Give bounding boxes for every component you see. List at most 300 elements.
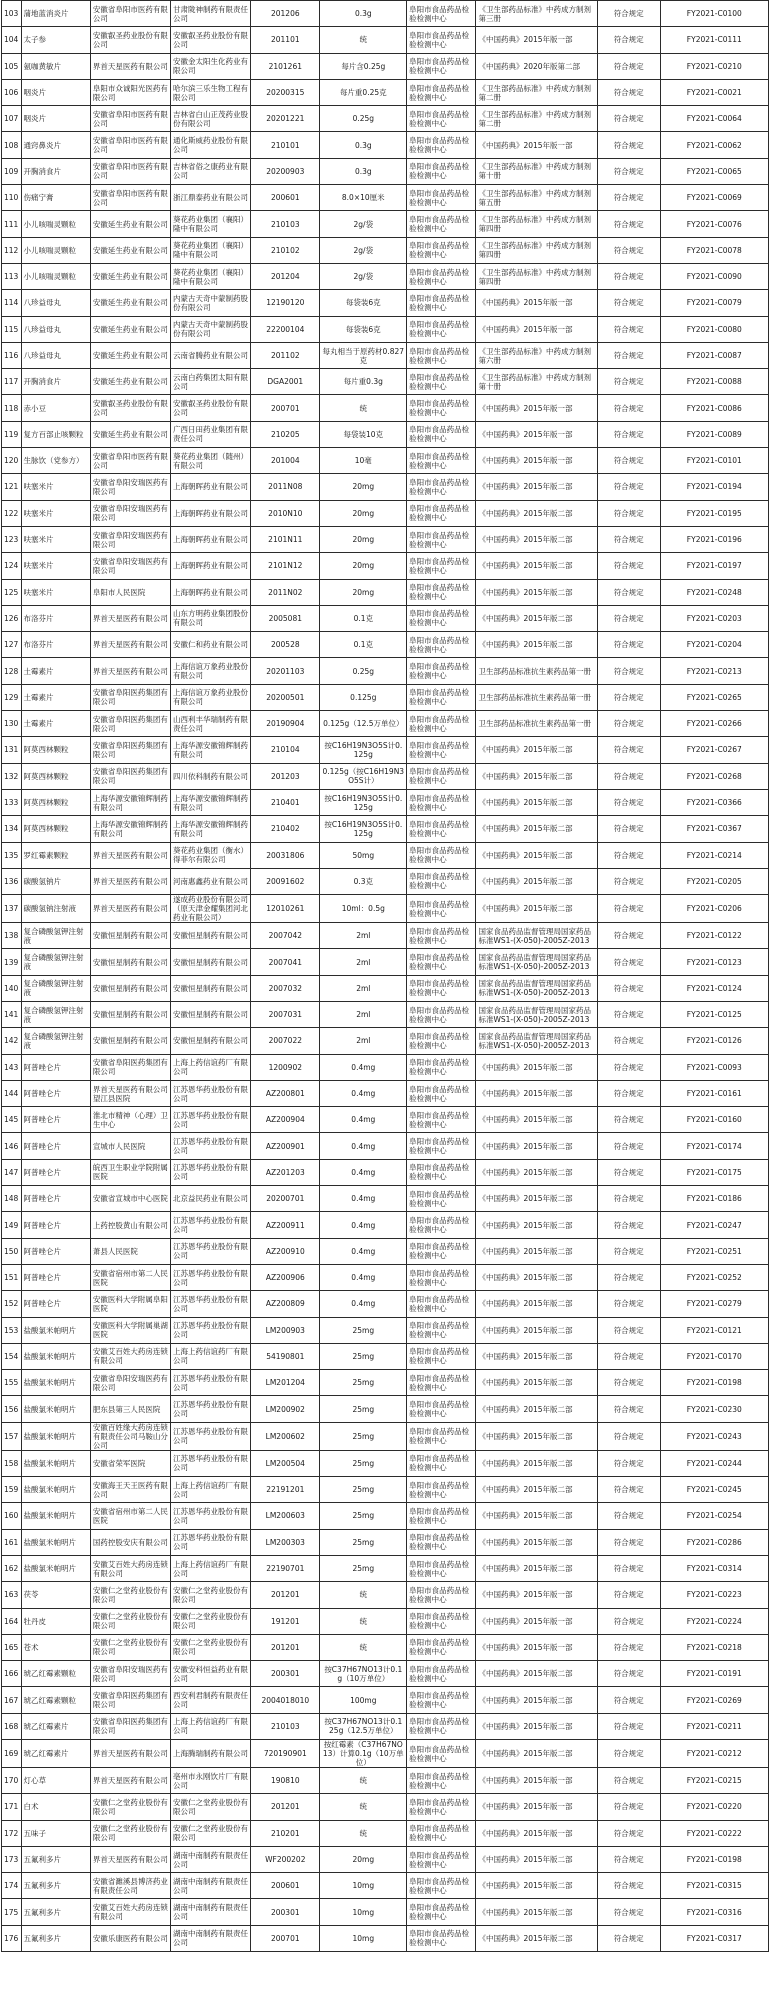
row-number-cell: 130 (2, 711, 22, 737)
report-number-cell: FY2021-C0279 (660, 1291, 768, 1317)
specification-cell: 25mg (320, 1503, 407, 1529)
testing-agency-cell: 阜阳市食品药品检验检测中心 (407, 1212, 476, 1238)
row-number-cell: 146 (2, 1133, 22, 1159)
table-row (2, 1555, 769, 1581)
report-number-cell: FY2021-C0367 (660, 816, 768, 842)
table-row (2, 737, 769, 763)
manufacturer-cell: 山东方明药业集团股份有限公司 (170, 605, 250, 631)
testing-agency-cell: 阜阳市食品药品检验检测中心 (407, 369, 476, 395)
specification-cell: 20mg (320, 500, 407, 526)
batch-number-cell: 201201 (251, 1634, 320, 1660)
manufacturer-cell: 江苏恩华药业股份有限公司 (170, 1450, 250, 1476)
row-number-cell: 135 (2, 842, 22, 868)
manufacturer-cell: 江苏恩华药业股份有限公司 (170, 1370, 250, 1396)
sampled-unit-cell: 界首天星医药有限公司 (90, 605, 170, 631)
test-standard-cell: 《中国药典》2015年版二部 (476, 632, 597, 658)
report-number-cell: FY2021-C0124 (660, 975, 768, 1001)
batch-number-cell: 2011N08 (251, 474, 320, 500)
table-row (2, 290, 769, 316)
batch-number-cell: 20091602 (251, 868, 320, 894)
product-name-cell: 五氟利多片 (21, 1846, 90, 1872)
product-name-cell: 复方百部止咳颗粒 (21, 421, 90, 447)
manufacturer-cell: 安徽恒星制药有限公司 (170, 923, 250, 949)
test-standard-cell: 《卫生部药品标准》中药成方制剂第二册 (476, 79, 597, 105)
sampled-unit-cell: 安徽艾百姓大药房连锁有限公司 (90, 1343, 170, 1369)
manufacturer-cell: 江苏恩华药业股份有限公司 (170, 1159, 250, 1185)
row-number-cell: 167 (2, 1687, 22, 1713)
table-row (2, 1186, 769, 1212)
test-standard-cell: 国家食品药品监督管理局国家药品标准WS1-(X-050)-2005Z-2013 (476, 1001, 597, 1027)
report-number-cell: FY2021-C0121 (660, 1317, 768, 1343)
specification-cell: 按C16H19N3O5S计0.125g (320, 789, 407, 815)
table-row (2, 1343, 769, 1369)
row-number-cell: 173 (2, 1846, 22, 1872)
manufacturer-cell: 上海朝晖药业有限公司 (170, 526, 250, 552)
test-standard-cell: 《中国药典》2015年版二部 (476, 868, 597, 894)
testing-agency-cell: 阜阳市食品药品检验检测中心 (407, 949, 476, 975)
manufacturer-cell: 江苏恩华药业股份有限公司 (170, 1238, 250, 1264)
batch-number-cell: 201102 (251, 342, 320, 368)
test-standard-cell: 《卫生部药品标准》中药成方制剂第五册 (476, 185, 597, 211)
batch-number-cell: AZ201203 (251, 1159, 320, 1185)
sampled-unit-cell: 安徽省阜阳安瑞医药有限公司 (90, 474, 170, 500)
sampled-unit-cell: 阜阳市众诚阳光医药有限公司 (90, 79, 170, 105)
product-name-cell: 伤痛宁膏 (21, 185, 90, 211)
testing-agency-cell: 阜阳市食品药品检验检测中心 (407, 684, 476, 710)
sampled-unit-cell: 安徽延生药业有限公司 (90, 290, 170, 316)
batch-number-cell: 12010261 (251, 895, 320, 923)
manufacturer-cell: 上海华源安徽锦辉制药有限公司 (170, 816, 250, 842)
table-row (2, 816, 769, 842)
testing-agency-cell: 阜阳市食品药品检验检测中心 (407, 1820, 476, 1846)
batch-number-cell: AZ200809 (251, 1291, 320, 1317)
row-number-cell: 165 (2, 1634, 22, 1660)
batch-number-cell: LM200902 (251, 1396, 320, 1422)
product-name-cell: 牡丹皮 (21, 1608, 90, 1634)
test-result-cell: 符合规定 (597, 1794, 660, 1820)
report-number-cell: FY2021-C0076 (660, 211, 768, 237)
sampled-unit-cell: 安徽省阜阳市医药有限公司 (90, 132, 170, 158)
test-standard-cell: 《中国药典》2015年版一部 (476, 290, 597, 316)
product-name-cell: 五氟利多片 (21, 1899, 90, 1925)
product-name-cell: 盐酸氯米帕明片 (21, 1529, 90, 1555)
specification-cell: 20mg (320, 579, 407, 605)
batch-number-cell: 201203 (251, 763, 320, 789)
sampled-unit-cell: 安徽艾百姓大药房连锁有限公司 (90, 1899, 170, 1925)
test-result-cell: 符合规定 (597, 106, 660, 132)
specification-cell: 统 (320, 395, 407, 421)
batch-number-cell: 200601 (251, 1873, 320, 1899)
testing-agency-cell: 阜阳市食品药品检验检测中心 (407, 1477, 476, 1503)
testing-agency-cell: 阜阳市食品药品检验检测中心 (407, 237, 476, 263)
table-row (2, 1422, 769, 1450)
product-name-cell: 复合磷酸氢钾注射液 (21, 975, 90, 1001)
row-number-cell: 115 (2, 316, 22, 342)
product-name-cell: 阿普唑仑片 (21, 1080, 90, 1106)
product-name-cell: 小儿咳喘灵颗粒 (21, 237, 90, 263)
sampled-unit-cell: 界首天星医药有限公司望江县医院 (90, 1080, 170, 1106)
test-result-cell: 符合规定 (597, 1661, 660, 1687)
test-standard-cell: 《中国药典》2015年版二部 (476, 1661, 597, 1687)
table-row (2, 1925, 769, 1951)
batch-number-cell: 2101N11 (251, 526, 320, 552)
report-number-cell: FY2021-C0203 (660, 605, 768, 631)
table-row (2, 1899, 769, 1925)
row-number-cell: 109 (2, 158, 22, 184)
test-result-cell: 符合规定 (597, 816, 660, 842)
test-standard-cell: 《中国药典》2015年版一部 (476, 132, 597, 158)
test-result-cell: 符合规定 (597, 421, 660, 447)
manufacturer-cell: 江苏恩华药业股份有限公司 (170, 1422, 250, 1450)
batch-number-cell: 2007031 (251, 1001, 320, 1027)
manufacturer-cell: 江苏恩华药业股份有限公司 (170, 1133, 250, 1159)
manufacturer-cell: 上海上药信谊药厂有限公司 (170, 1054, 250, 1080)
test-standard-cell: 《卫生部药品标准》中药成方制剂第六册 (476, 342, 597, 368)
row-number-cell: 131 (2, 737, 22, 763)
sampled-unit-cell: 安徽恒星制药有限公司 (90, 1028, 170, 1054)
specification-cell: 50mg (320, 842, 407, 868)
test-standard-cell: 《中国药典》2015年版一部 (476, 1820, 597, 1846)
test-standard-cell: 《中国药典》2015年版二部 (476, 1343, 597, 1369)
report-number-cell: FY2021-C0198 (660, 1370, 768, 1396)
testing-agency-cell: 阜阳市食品药品检验检测中心 (407, 975, 476, 1001)
batch-number-cell: 210103 (251, 1713, 320, 1739)
test-result-cell: 符合规定 (597, 1001, 660, 1027)
test-standard-cell: 《中国药典》2015年版二部 (476, 500, 597, 526)
batch-number-cell: LM200602 (251, 1422, 320, 1450)
specification-cell: 8.0×10厘米 (320, 185, 407, 211)
manufacturer-cell: 葵花药业集团（襄阳）隆中有限公司 (170, 263, 250, 289)
product-name-cell: 盐酸氯米帕明片 (21, 1477, 90, 1503)
specification-cell: 按C37H67NO13计0.125g（12.5万单位） (320, 1713, 407, 1739)
sampled-unit-cell: 萧县人民医院 (90, 1238, 170, 1264)
table-row (2, 79, 769, 105)
test-result-cell: 符合规定 (597, 975, 660, 1001)
test-standard-cell: 《中国药典》2015年版二部 (476, 1133, 597, 1159)
specification-cell: 0.4mg (320, 1054, 407, 1080)
sampled-unit-cell: 安徽省阜阳医药集团有限公司 (90, 1054, 170, 1080)
specification-cell: 按红霉素（C37H67NO13）计算0.1g（10万单位） (320, 1740, 407, 1768)
testing-agency-cell: 阜阳市食品药品检验检测中心 (407, 474, 476, 500)
test-standard-cell: 《中国药典》2015年版二部 (476, 1477, 597, 1503)
table-row (2, 1740, 769, 1768)
manufacturer-cell: 上海华源安徽锦辉制药有限公司 (170, 789, 250, 815)
test-standard-cell: 《中国药典》2015年版二部 (476, 1396, 597, 1422)
sampled-unit-cell: 安徽延生药业有限公司 (90, 211, 170, 237)
test-standard-cell: 国家食品药品监督管理局国家药品标准WS1-(X-050)-2005Z-2013 (476, 923, 597, 949)
batch-number-cell: 2007022 (251, 1028, 320, 1054)
product-name-cell: 八珍益母丸 (21, 290, 90, 316)
row-number-cell: 127 (2, 632, 22, 658)
table-row (2, 106, 769, 132)
row-number-cell: 104 (2, 27, 22, 53)
test-result-cell: 符合规定 (597, 895, 660, 923)
sampled-unit-cell: 上药控股黄山有限公司 (90, 1212, 170, 1238)
sampled-unit-cell: 安徽恒星制药有限公司 (90, 923, 170, 949)
report-number-cell: FY2021-C0100 (660, 1, 768, 27)
sampled-unit-cell: 界首天星医药有限公司 (90, 1846, 170, 1872)
table-row (2, 158, 769, 184)
row-number-cell: 158 (2, 1450, 22, 1476)
batch-number-cell: 200528 (251, 632, 320, 658)
sampled-unit-cell: 安徽海王天王医药有限公司 (90, 1477, 170, 1503)
test-standard-cell: 《中国药典》2015年版二部 (476, 842, 597, 868)
test-standard-cell: 《中国药典》2015年版二部 (476, 1159, 597, 1185)
batch-number-cell: 20031806 (251, 842, 320, 868)
sampled-unit-cell: 安徽省阜阳市医药有限公司 (90, 448, 170, 474)
testing-agency-cell: 阜阳市食品药品检验检测中心 (407, 263, 476, 289)
sampled-unit-cell: 安徽仁之堂药业股份有限公司 (90, 1634, 170, 1660)
report-number-cell: FY2021-C0211 (660, 1713, 768, 1739)
product-name-cell: 土霉素片 (21, 711, 90, 737)
product-name-cell: 八珍益母丸 (21, 316, 90, 342)
report-number-cell: FY2021-C0314 (660, 1555, 768, 1581)
manufacturer-cell: 湖南中南制药有限责任公司 (170, 1873, 250, 1899)
manufacturer-cell: 江苏恩华药业股份有限公司 (170, 1107, 250, 1133)
report-number-cell: FY2021-C0186 (660, 1186, 768, 1212)
test-standard-cell: 《中国药典》2015年版一部 (476, 395, 597, 421)
sampled-unit-cell: 安徽恒星制药有限公司 (90, 949, 170, 975)
product-name-cell: 盐酸氯米帕明片 (21, 1450, 90, 1476)
batch-number-cell: LM200303 (251, 1529, 320, 1555)
batch-number-cell: AZ200906 (251, 1264, 320, 1290)
table-row (2, 526, 769, 552)
row-number-cell: 145 (2, 1107, 22, 1133)
test-result-cell: 符合规定 (597, 1634, 660, 1660)
sampled-unit-cell: 安徽医科大学附属阜阳医院 (90, 1291, 170, 1317)
testing-agency-cell: 阜阳市食品药品检验检测中心 (407, 290, 476, 316)
testing-agency-cell: 阜阳市食品药品检验检测中心 (407, 1687, 476, 1713)
batch-number-cell: 201101 (251, 27, 320, 53)
batch-number-cell: 22200104 (251, 316, 320, 342)
sampled-unit-cell: 安徽省阜阳市医药有限公司 (90, 185, 170, 211)
table-row (2, 448, 769, 474)
specification-cell: 统 (320, 1634, 407, 1660)
row-number-cell: 106 (2, 79, 22, 105)
report-number-cell: FY2021-C0111 (660, 27, 768, 53)
testing-agency-cell: 阜阳市食品药品检验检测中心 (407, 1370, 476, 1396)
row-number-cell: 170 (2, 1768, 22, 1794)
test-result-cell: 符合规定 (597, 923, 660, 949)
report-number-cell: FY2021-C0089 (660, 421, 768, 447)
test-standard-cell: 《中国药典》2015年版二部 (476, 1054, 597, 1080)
batch-number-cell: 20200501 (251, 684, 320, 710)
specification-cell: 按C16H19N3O5S计0.125g (320, 816, 407, 842)
sampled-unit-cell: 皖西卫生职业学院附属医院 (90, 1159, 170, 1185)
sampled-unit-cell: 安徽省阜阳市医药有限公司 (90, 106, 170, 132)
product-name-cell: 阿普唑仑片 (21, 1291, 90, 1317)
table-row (2, 1450, 769, 1476)
test-standard-cell: 国家食品药品监督管理局国家药品标准WS1-(X-050)-2005Z-2013 (476, 975, 597, 1001)
product-name-cell: 呋塞米片 (21, 553, 90, 579)
test-result-cell: 符合规定 (597, 1820, 660, 1846)
manufacturer-cell: 安徽恒星制药有限公司 (170, 975, 250, 1001)
product-name-cell: 罗红霉素颗粒 (21, 842, 90, 868)
product-name-cell: 复合磷酸氢钾注射液 (21, 949, 90, 975)
test-result-cell: 符合规定 (597, 949, 660, 975)
row-number-cell: 120 (2, 448, 22, 474)
testing-agency-cell: 阜阳市食品药品检验检测中心 (407, 789, 476, 815)
batch-number-cell: 200701 (251, 395, 320, 421)
specification-cell: 0.125g（12.5万单位） (320, 711, 407, 737)
row-number-cell: 139 (2, 949, 22, 975)
manufacturer-cell: 湖南中南制药有限责任公司 (170, 1925, 250, 1951)
report-number-cell: FY2021-C0170 (660, 1343, 768, 1369)
product-name-cell: 五氟利多片 (21, 1873, 90, 1899)
product-name-cell: 开胸消食片 (21, 158, 90, 184)
sampled-unit-cell: 宣城市人民医院 (90, 1133, 170, 1159)
testing-agency-cell: 阜阳市食品药品检验检测中心 (407, 1608, 476, 1634)
specification-cell: 25mg (320, 1477, 407, 1503)
table-row (2, 237, 769, 263)
product-name-cell: 开胸消食片 (21, 369, 90, 395)
sampled-unit-cell: 界首天星医药有限公司 (90, 53, 170, 79)
table-row (2, 1477, 769, 1503)
testing-agency-cell: 阜阳市食品药品检验检测中心 (407, 763, 476, 789)
specification-cell: 0.4mg (320, 1107, 407, 1133)
manufacturer-cell: 葵花药业集团（襄阳）隆中有限公司 (170, 211, 250, 237)
test-standard-cell: 卫生部药品标准抗生素药品第一册 (476, 684, 597, 710)
batch-number-cell: 200301 (251, 1661, 320, 1687)
testing-agency-cell: 阜阳市食品药品检验检测中心 (407, 106, 476, 132)
table-row (2, 342, 769, 368)
testing-agency-cell: 阜阳市食品药品检验检测中心 (407, 1001, 476, 1027)
specification-cell: 2ml (320, 1028, 407, 1054)
manufacturer-cell: 甘肃陇神制药有限责任公司 (170, 1, 250, 27)
table-row (2, 763, 769, 789)
row-number-cell: 142 (2, 1028, 22, 1054)
row-number-cell: 148 (2, 1186, 22, 1212)
specification-cell: 25mg (320, 1317, 407, 1343)
row-number-cell: 168 (2, 1713, 22, 1739)
specification-cell: 0.25g (320, 658, 407, 684)
row-number-cell: 164 (2, 1608, 22, 1634)
table-row (2, 842, 769, 868)
row-number-cell: 157 (2, 1422, 22, 1450)
product-name-cell: 阿普唑仑片 (21, 1238, 90, 1264)
table-row (2, 1238, 769, 1264)
batch-number-cell: 201206 (251, 1, 320, 27)
report-number-cell: FY2021-C0123 (660, 949, 768, 975)
testing-agency-cell: 阜阳市食品药品检验检测中心 (407, 1503, 476, 1529)
manufacturer-cell: 上海信谊万象药业股份有限公司 (170, 684, 250, 710)
sampled-unit-cell: 安徽恒星制药有限公司 (90, 975, 170, 1001)
table-row (2, 1159, 769, 1185)
batch-number-cell: 190810 (251, 1768, 320, 1794)
test-result-cell: 符合规定 (597, 79, 660, 105)
test-result-cell: 符合规定 (597, 132, 660, 158)
row-number-cell: 128 (2, 658, 22, 684)
specification-cell: 每袋装6克 (320, 316, 407, 342)
test-result-cell: 符合规定 (597, 263, 660, 289)
row-number-cell: 159 (2, 1477, 22, 1503)
report-number-cell: FY2021-C0065 (660, 158, 768, 184)
manufacturer-cell: 葵花药业集团（襄阳）隆中有限公司 (170, 237, 250, 263)
report-number-cell: FY2021-C0316 (660, 1899, 768, 1925)
product-name-cell: 盐酸氯米帕明片 (21, 1370, 90, 1396)
report-number-cell: FY2021-C0267 (660, 737, 768, 763)
table-row (2, 1873, 769, 1899)
sampled-unit-cell: 界首天星医药有限公司 (90, 658, 170, 684)
testing-agency-cell: 阜阳市食品药品检验检测中心 (407, 1054, 476, 1080)
table-row (2, 553, 769, 579)
specification-cell: 0.4mg (320, 1238, 407, 1264)
manufacturer-cell: 安徽仁之堂药业股份有限公司 (170, 1582, 250, 1608)
sampled-unit-cell: 安徽省阜阳医药集团有限公司 (90, 1713, 170, 1739)
table-row (2, 895, 769, 923)
report-number-cell: FY2021-C0222 (660, 1820, 768, 1846)
test-result-cell: 符合规定 (597, 1264, 660, 1290)
sampled-unit-cell: 安徽仁之堂药业股份有限公司 (90, 1794, 170, 1820)
test-standard-cell: 《中国药典》2015年版二部 (476, 579, 597, 605)
product-name-cell: 盐酸氯米帕明片 (21, 1503, 90, 1529)
manufacturer-cell: 内蒙古天奇中蒙制药股份有限公司 (170, 290, 250, 316)
test-result-cell: 符合规定 (597, 1503, 660, 1529)
test-standard-cell: 国家食品药品监督管理局国家药品标准WS1-(X-050)-2005Z-2013 (476, 949, 597, 975)
batch-number-cell: 210205 (251, 421, 320, 447)
sampled-unit-cell: 肥东县第三人民医院 (90, 1396, 170, 1422)
product-name-cell: 阿莫西林颗粒 (21, 763, 90, 789)
report-number-cell: FY2021-C0175 (660, 1159, 768, 1185)
testing-agency-cell: 阜阳市食品药品检验检测中心 (407, 448, 476, 474)
testing-agency-cell: 阜阳市食品药品检验检测中心 (407, 1450, 476, 1476)
batch-number-cell: 210103 (251, 211, 320, 237)
test-result-cell: 符合规定 (597, 1159, 660, 1185)
row-number-cell: 156 (2, 1396, 22, 1422)
test-standard-cell: 《中国药典》2015年版二部 (476, 553, 597, 579)
testing-agency-cell: 阜阳市食品药品检验检测中心 (407, 1422, 476, 1450)
testing-agency-cell: 阜阳市食品药品检验检测中心 (407, 1794, 476, 1820)
test-result-cell: 符合规定 (597, 526, 660, 552)
sampled-unit-cell: 安徽省宿州市第二人民医院 (90, 1264, 170, 1290)
table-row (2, 132, 769, 158)
test-result-cell: 符合规定 (597, 1343, 660, 1369)
report-number-cell: FY2021-C0196 (660, 526, 768, 552)
manufacturer-cell: 上海上药信谊药厂有限公司 (170, 1343, 250, 1369)
test-result-cell: 符合规定 (597, 1, 660, 27)
sampled-unit-cell: 安徽省阜阳安瑞医药有限公司 (90, 500, 170, 526)
batch-number-cell: 2101N12 (251, 553, 320, 579)
test-result-cell: 符合规定 (597, 1608, 660, 1634)
table-row (2, 500, 769, 526)
test-standard-cell: 国家食品药品监督管理局国家药品标准WS1-(X-050)-2005Z-2013 (476, 1028, 597, 1054)
test-result-cell: 符合规定 (597, 185, 660, 211)
test-result-cell: 符合规定 (597, 579, 660, 605)
table-row (2, 1608, 769, 1634)
testing-agency-cell: 阜阳市食品药品检验检测中心 (407, 185, 476, 211)
test-standard-cell: 《中国药典》2015年版二部 (476, 1873, 597, 1899)
row-number-cell: 119 (2, 421, 22, 447)
manufacturer-cell: 山西利丰华瑞制药有限责任公司 (170, 711, 250, 737)
product-name-cell: 阿普唑仑片 (21, 1264, 90, 1290)
testing-agency-cell: 阜阳市食品药品检验检测中心 (407, 1582, 476, 1608)
specification-cell: 0.4mg (320, 1264, 407, 1290)
specification-cell: 2g/袋 (320, 211, 407, 237)
report-number-cell: FY2021-C0078 (660, 237, 768, 263)
batch-number-cell: 2005081 (251, 605, 320, 631)
test-result-cell: 符合规定 (597, 1529, 660, 1555)
manufacturer-cell: 内蒙古天奇中蒙制药股份有限公司 (170, 316, 250, 342)
specification-cell: 0.4mg (320, 1186, 407, 1212)
table-row (2, 684, 769, 710)
batch-number-cell: DGA2001 (251, 369, 320, 395)
product-name-cell: 复合磷酸氢钾注射液 (21, 1001, 90, 1027)
test-result-cell: 符合规定 (597, 1925, 660, 1951)
row-number-cell: 111 (2, 211, 22, 237)
testing-agency-cell: 阜阳市食品药品检验检测中心 (407, 1317, 476, 1343)
row-number-cell: 151 (2, 1264, 22, 1290)
manufacturer-cell: 云南省腾药业有限公司 (170, 342, 250, 368)
